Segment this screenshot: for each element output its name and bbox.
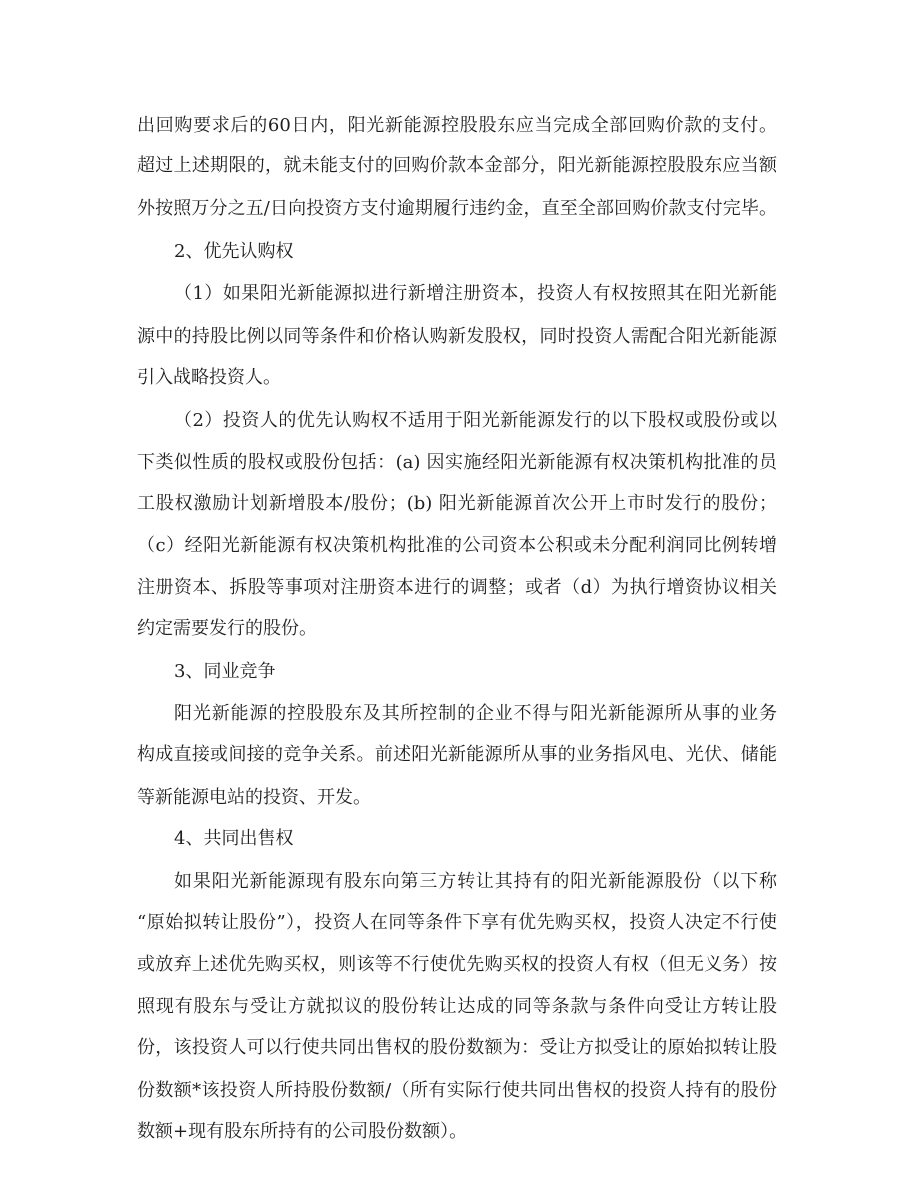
paragraph-line: 引入战略投资人。: [137, 367, 281, 388]
paragraph-line: 工股权激励计划新增股本/股份；(b) 阳光新能源首次公开上市时发行的股份；: [137, 493, 777, 514]
section-heading-tag-along: 4、共同出售权: [174, 828, 294, 849]
paragraph-line: 注册资本、拆股等事项对注册资本进行的调整；或者（d）为执行增资协议相关: [137, 577, 777, 598]
paragraph-line: 出回购要求后的60日内，阳光新能源控股股东应当完成全部回购价款的支付。: [137, 115, 777, 136]
paragraph-line: 超过上述期限的，就未能支付的回购价款本金部分，阳光新能源控股股东应当额: [137, 155, 777, 176]
paragraph-line: 约定需要发行的股份。: [137, 618, 317, 639]
paragraph-line: 或放弃上述优先购买权，则该等不行使优先购买权的投资人有权（但无义务）按: [137, 954, 777, 975]
paragraph-line: 构成直接或间接的竞争关系。前述阳光新能源所从事的业务指风电、光伏、储能: [137, 744, 777, 765]
paragraph-line: 份，该投资人可以行使共同出售权的股份数额为：受让方拟受让的原始拟转让股: [137, 1037, 777, 1058]
paragraph-line: 下类似性质的股权或股份包括：(a) 因实施经阳光新能源有权决策机构批准的员: [137, 452, 777, 473]
paragraph-line: 等新能源电站的投资、开发。: [137, 787, 371, 808]
section-heading-competition: 3、同业竞争: [174, 661, 276, 682]
paragraph-line: （1）如果阳光新能源拟进行新增注册资本，投资人有权按照其在阳光新能: [174, 283, 777, 304]
paragraph-line: 数额+现有股东所持有的公司股份数额）。: [137, 1121, 468, 1142]
paragraph-line: 源中的持股比例以同等条件和价格认购新发股权，同时投资人需配合阳光新能源: [137, 326, 777, 347]
paragraph-line: 照现有股东与受让方就拟议的股份转让达成的同等条款与条件向受让方转让股: [137, 996, 777, 1017]
paragraph-line: （2）投资人的优先认购权不适用于阳光新能源发行的以下股权或股份或以: [174, 410, 777, 431]
paragraph-line: 如果阳光新能源现有股东向第三方转让其持有的阳光新能源股份（以下称: [174, 871, 777, 892]
paragraph-line: 外按照万分之五/日向投资方支付逾期履行违约金，直至全部回购价款支付完毕。: [137, 198, 777, 219]
paragraph-line: “原始拟转让股份”），投资人在同等条件下享有优先购买权，投资人决定不行使: [137, 912, 777, 933]
section-heading-preemptive-subscription: 2、优先认购权: [174, 241, 294, 262]
paragraph-line: （c）经阳光新能源有权决策机构批准的公司资本公积或未分配利润同比例转增: [137, 535, 777, 556]
paragraph-line: 阳光新能源的控股股东及其所控制的企业不得与阳光新能源所从事的业务: [174, 703, 777, 724]
paragraph-line: 份数额*该投资人所持股份数额/（所有实际行使共同出售权的投资人持有的股份: [137, 1080, 777, 1101]
